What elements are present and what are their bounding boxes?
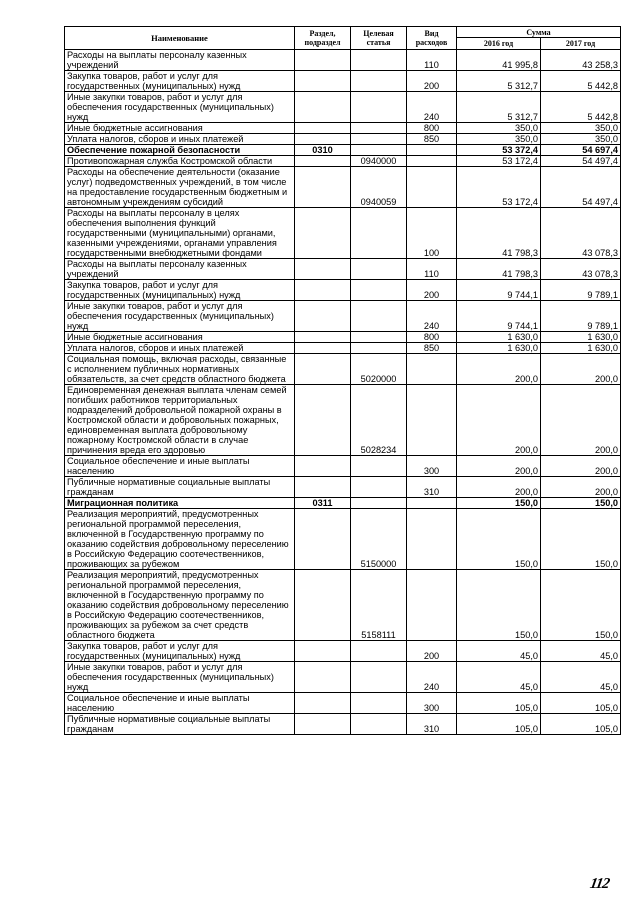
row-amount-2017: 200,0 xyxy=(541,354,621,385)
budget-table xyxy=(64,26,621,735)
row-target-cell: 5158111 xyxy=(351,570,407,641)
header-year-2017: 2017 год xyxy=(541,38,621,50)
table-row xyxy=(65,354,621,385)
row-amount-2017: 54 497,4 xyxy=(541,167,621,208)
row-section-cell xyxy=(295,693,351,714)
row-amount-2017: 350,0 xyxy=(541,134,621,145)
row-name-cell: Закупка товаров, работ и услуг для государственных (муниципальных) нужд xyxy=(65,71,295,92)
header-sum: Сумма xyxy=(457,27,621,38)
row-amount-2016: 105,0 xyxy=(457,693,541,714)
table-row xyxy=(65,134,621,145)
row-name-cell: Публичные нормативные социальные выплаты гражданам xyxy=(65,714,295,735)
table-row xyxy=(65,259,621,280)
table-row xyxy=(65,714,621,735)
row-amount-2017: 45,0 xyxy=(541,641,621,662)
header-target-line1: Целевая xyxy=(363,29,394,38)
row-name-cell: Реализация мероприятий, предусмотренных региональной программой переселения, включенной в Государственную программу по оказанию содействия добровольному переселению в Российскую Федерацию соотечественников, проживающих за рубежом xyxy=(65,509,295,570)
page-number: 112 xyxy=(588,876,611,892)
header-target-line2: статья xyxy=(366,38,391,47)
row-name-cell: Публичные нормативные социальные выплаты гражданам xyxy=(65,477,295,498)
table-row xyxy=(65,641,621,662)
row-amount-2017: 43 078,3 xyxy=(541,208,621,259)
row-amount-2016: 41 995,8 xyxy=(457,50,541,71)
row-name-cell: Социальная помощь, включая расходы, связанные с исполнением публичных нормативных обязательств, за счет средств областного бюджета xyxy=(65,354,295,385)
row-amount-2017: 45,0 xyxy=(541,662,621,693)
row-type-cell: 110 xyxy=(407,259,457,280)
row-amount-2016: 105,0 xyxy=(457,714,541,735)
row-type-cell: 200 xyxy=(407,280,457,301)
row-section-cell xyxy=(295,385,351,456)
header-target xyxy=(351,27,407,50)
row-name-cell: Социальное обеспечение и иные выплаты населению xyxy=(65,456,295,477)
row-section-cell xyxy=(295,509,351,570)
row-amount-2016: 200,0 xyxy=(457,456,541,477)
row-target-cell xyxy=(351,456,407,477)
row-section-cell xyxy=(295,477,351,498)
row-type-cell: 850 xyxy=(407,343,457,354)
row-section-cell xyxy=(295,354,351,385)
row-section-cell xyxy=(295,641,351,662)
row-amount-2016: 5 312,7 xyxy=(457,92,541,123)
header-type xyxy=(407,27,457,50)
row-section-cell xyxy=(295,343,351,354)
row-amount-2016: 45,0 xyxy=(457,641,541,662)
row-amount-2017: 54 497,4 xyxy=(541,156,621,167)
row-target-cell: 5150000 xyxy=(351,509,407,570)
row-name-cell: Закупка товаров, работ и услуг для государственных (муниципальных) нужд xyxy=(65,280,295,301)
row-target-cell xyxy=(351,208,407,259)
row-target-cell xyxy=(351,641,407,662)
row-amount-2016: 350,0 xyxy=(457,123,541,134)
row-amount-2017: 150,0 xyxy=(541,509,621,570)
row-type-cell: 850 xyxy=(407,134,457,145)
row-amount-2016: 200,0 xyxy=(457,477,541,498)
header-section-line1: Раздел, xyxy=(309,29,336,38)
row-section-cell xyxy=(295,167,351,208)
row-amount-2016: 150,0 xyxy=(457,570,541,641)
row-target-cell: 5028234 xyxy=(351,385,407,456)
table-row xyxy=(65,343,621,354)
table-header xyxy=(65,27,621,50)
row-name-cell: Расходы на обеспечение деятельности (оказание услуг) подведомственных учреждений, в том числе на предоставление государственным бюджетным и автономным учреждениям субсидий xyxy=(65,167,295,208)
table-row xyxy=(65,145,621,156)
row-section-cell xyxy=(295,208,351,259)
row-target-cell xyxy=(351,301,407,332)
row-amount-2016: 9 744,1 xyxy=(457,280,541,301)
row-amount-2017: 43 258,3 xyxy=(541,50,621,71)
row-amount-2017: 43 078,3 xyxy=(541,259,621,280)
table-row xyxy=(65,167,621,208)
row-section-cell xyxy=(295,332,351,343)
row-type-cell xyxy=(407,156,457,167)
row-type-cell: 110 xyxy=(407,50,457,71)
header-section-line2: подраздел xyxy=(304,38,341,47)
row-type-cell xyxy=(407,570,457,641)
row-target-cell xyxy=(351,714,407,735)
row-section-cell: 0310 xyxy=(295,145,351,156)
header-year-2016: 2016 год xyxy=(457,38,541,50)
row-type-cell: 300 xyxy=(407,456,457,477)
row-amount-2017: 5 442,8 xyxy=(541,92,621,123)
row-name-cell: Единовременная денежная выплата членам семей погибших работников территориальных подразделений добровольной пожарной охраны в Костромской области и добровольных пожарных, единовременная выплата добровольному пожарному Костромской области в случае причинения вреда его здоровью xyxy=(65,385,295,456)
row-type-cell xyxy=(407,509,457,570)
row-target-cell: 0940000 xyxy=(351,156,407,167)
row-section-cell xyxy=(295,50,351,71)
row-amount-2016: 53 172,4 xyxy=(457,167,541,208)
row-section-cell xyxy=(295,456,351,477)
row-name-cell: Миграционная политика xyxy=(65,498,295,509)
row-amount-2016: 45,0 xyxy=(457,662,541,693)
row-amount-2017: 150,0 xyxy=(541,570,621,641)
row-target-cell xyxy=(351,259,407,280)
row-name-cell: Расходы на выплаты персоналу казенных учреждений xyxy=(65,50,295,71)
row-section-cell xyxy=(295,714,351,735)
table-row xyxy=(65,332,621,343)
row-amount-2016: 1 630,0 xyxy=(457,343,541,354)
row-amount-2017: 54 697,4 xyxy=(541,145,621,156)
row-name-cell: Расходы на выплаты персоналу казенных учреждений xyxy=(65,259,295,280)
row-target-cell xyxy=(351,92,407,123)
row-type-cell: 240 xyxy=(407,662,457,693)
row-target-cell xyxy=(351,134,407,145)
header-section xyxy=(295,27,351,50)
row-amount-2016: 1 630,0 xyxy=(457,332,541,343)
row-type-cell xyxy=(407,145,457,156)
row-type-cell: 800 xyxy=(407,123,457,134)
row-type-cell xyxy=(407,167,457,208)
table-row xyxy=(65,92,621,123)
row-name-cell: Иные закупки товаров, работ и услуг для обеспечения государственных (муниципальных) нужд xyxy=(65,92,295,123)
row-name-cell: Противопожарная служба Костромской области xyxy=(65,156,295,167)
row-section-cell xyxy=(295,71,351,92)
row-amount-2016: 200,0 xyxy=(457,354,541,385)
row-amount-2016: 150,0 xyxy=(457,509,541,570)
table-row xyxy=(65,662,621,693)
row-target-cell xyxy=(351,280,407,301)
row-target-cell xyxy=(351,498,407,509)
table-row xyxy=(65,570,621,641)
row-type-cell xyxy=(407,498,457,509)
row-target-cell xyxy=(351,50,407,71)
row-type-cell: 240 xyxy=(407,92,457,123)
row-name-cell: Закупка товаров, работ и услуг для государственных (муниципальных) нужд xyxy=(65,641,295,662)
row-name-cell: Иные бюджетные ассигнования xyxy=(65,332,295,343)
row-name-cell: Уплата налогов, сборов и иных платежей xyxy=(65,134,295,145)
row-type-cell: 200 xyxy=(407,641,457,662)
table-row xyxy=(65,156,621,167)
row-type-cell: 800 xyxy=(407,332,457,343)
row-amount-2016: 41 798,3 xyxy=(457,208,541,259)
row-amount-2016: 9 744,1 xyxy=(457,301,541,332)
table-row xyxy=(65,477,621,498)
row-amount-2017: 9 789,1 xyxy=(541,280,621,301)
row-amount-2017: 1 630,0 xyxy=(541,332,621,343)
row-amount-2016: 150,0 xyxy=(457,498,541,509)
row-section-cell xyxy=(295,134,351,145)
table-row xyxy=(65,693,621,714)
row-amount-2017: 9 789,1 xyxy=(541,301,621,332)
row-type-cell: 300 xyxy=(407,693,457,714)
header-type-line1: Вид xyxy=(424,29,439,38)
row-section-cell xyxy=(295,570,351,641)
row-name-cell: Расходы на выплаты персоналу в целях обеспечения выполнения функций государственными (муниципальными) органами, казенными учреждениями, органами управления государственными внебюджетными фондами xyxy=(65,208,295,259)
row-type-cell xyxy=(407,354,457,385)
row-name-cell: Иные закупки товаров, работ и услуг для обеспечения государственных (муниципальных) нужд xyxy=(65,301,295,332)
row-target-cell xyxy=(351,332,407,343)
header-name: Наименование xyxy=(65,27,295,50)
row-amount-2017: 350,0 xyxy=(541,123,621,134)
table-row xyxy=(65,71,621,92)
row-amount-2017: 1 630,0 xyxy=(541,343,621,354)
row-amount-2016: 53 372,4 xyxy=(457,145,541,156)
row-type-cell: 310 xyxy=(407,477,457,498)
header-type-line2: расходов xyxy=(415,38,448,47)
row-amount-2017: 105,0 xyxy=(541,714,621,735)
row-section-cell xyxy=(295,123,351,134)
table-row xyxy=(65,301,621,332)
table-row xyxy=(65,208,621,259)
row-amount-2017: 5 442,8 xyxy=(541,71,621,92)
row-name-cell: Иные закупки товаров, работ и услуг для обеспечения государственных (муниципальных) нужд xyxy=(65,662,295,693)
row-target-cell xyxy=(351,693,407,714)
row-amount-2016: 53 172,4 xyxy=(457,156,541,167)
row-section-cell: 0311 xyxy=(295,498,351,509)
table-row xyxy=(65,509,621,570)
row-name-cell: Иные бюджетные ассигнования xyxy=(65,123,295,134)
row-amount-2017: 150,0 xyxy=(541,498,621,509)
row-name-cell: Уплата налогов, сборов и иных платежей xyxy=(65,343,295,354)
row-amount-2017: 200,0 xyxy=(541,385,621,456)
row-target-cell xyxy=(351,123,407,134)
row-type-cell xyxy=(407,385,457,456)
row-section-cell xyxy=(295,259,351,280)
row-name-cell: Социальное обеспечение и иные выплаты населению xyxy=(65,693,295,714)
row-target-cell xyxy=(351,145,407,156)
row-amount-2016: 350,0 xyxy=(457,134,541,145)
row-section-cell xyxy=(295,280,351,301)
row-type-cell: 310 xyxy=(407,714,457,735)
table-row xyxy=(65,123,621,134)
row-section-cell xyxy=(295,301,351,332)
row-amount-2016: 5 312,7 xyxy=(457,71,541,92)
row-amount-2017: 200,0 xyxy=(541,456,621,477)
row-type-cell: 100 xyxy=(407,208,457,259)
row-type-cell: 200 xyxy=(407,71,457,92)
row-section-cell xyxy=(295,156,351,167)
row-type-cell: 240 xyxy=(407,301,457,332)
table-row xyxy=(65,456,621,477)
row-target-cell: 0940059 xyxy=(351,167,407,208)
row-section-cell xyxy=(295,662,351,693)
row-target-cell xyxy=(351,71,407,92)
table-row xyxy=(65,385,621,456)
row-target-cell xyxy=(351,662,407,693)
row-name-cell: Реализация мероприятий, предусмотренных региональной программой переселения, включенной в Государственную программу по оказанию содействия добровольному переселению в Российскую Федерацию соотечественников, проживающих за рубежом за счет средств областного бюджета xyxy=(65,570,295,641)
table-row xyxy=(65,498,621,509)
row-target-cell xyxy=(351,343,407,354)
row-amount-2017: 200,0 xyxy=(541,477,621,498)
row-target-cell: 5020000 xyxy=(351,354,407,385)
row-amount-2017: 105,0 xyxy=(541,693,621,714)
row-section-cell xyxy=(295,92,351,123)
table-row xyxy=(65,50,621,71)
table-body xyxy=(65,50,621,735)
row-amount-2016: 200,0 xyxy=(457,385,541,456)
row-target-cell xyxy=(351,477,407,498)
row-amount-2016: 41 798,3 xyxy=(457,259,541,280)
table-row xyxy=(65,280,621,301)
row-name-cell: Обеспечение пожарной безопасности xyxy=(65,145,295,156)
